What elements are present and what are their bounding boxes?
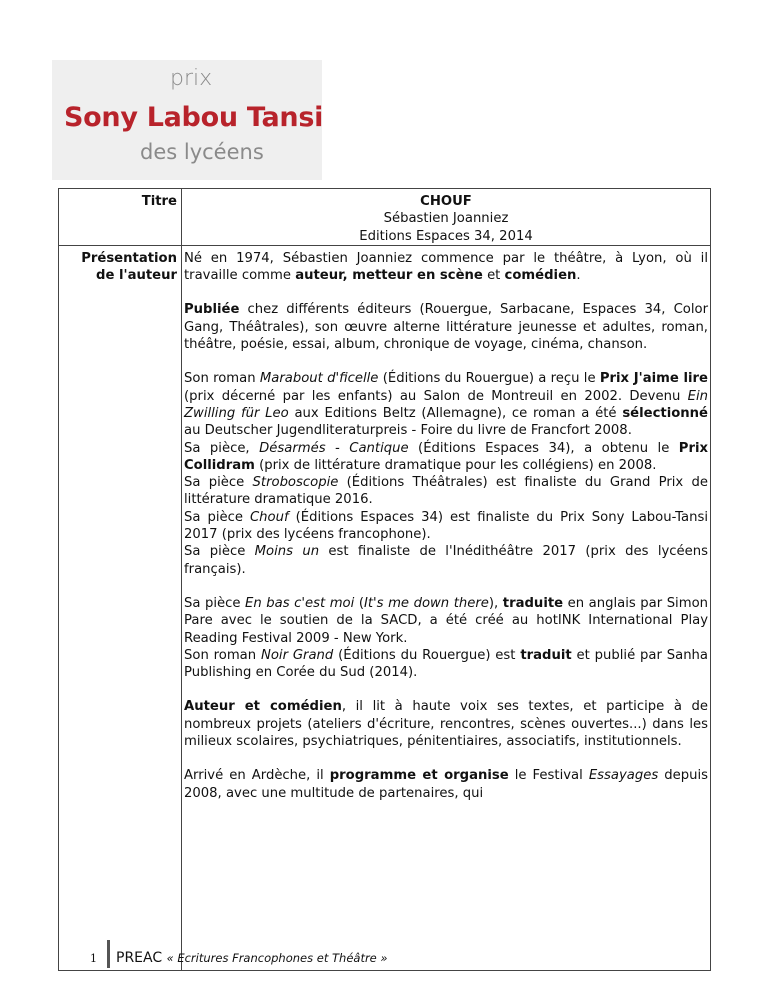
logo-lyceens-text: des lycéens [140,140,264,164]
footer-divider [107,940,110,968]
logo-brand-text: Sony Labou Tansi [64,102,324,133]
book-title: CHOUF [420,194,472,209]
para-4: Sa pièce, Désarmés - Cantique (Éditions Espaces 34), a obtenu le Prix Collidram (prix de littérature dramatique pour les collégiens) en 2008. [184,440,708,473]
para-1: Né en 1974, Sébastien Joanniez commence par le théâtre, à Lyon, où il travaille comme auteur, metteur en scène et comédien. [184,250,708,284]
label-auteur: Présentation de l'auteur [59,245,182,970]
para-7: Sa pièce Moins un est finaliste de l'Inédithéâtre 2017 (prix des lycéens français). [184,544,708,577]
prix-logo [52,60,322,180]
para-11: Arrivé en Ardèche, il programme et organise le Festival Essayages depuis 2008, avec une multitude de partenaires, qui [184,768,708,801]
author-presentation [182,245,711,970]
logo-prix-text: prix [170,66,213,91]
book-author: Sébastien Joanniez [383,211,509,227]
footer-text: PREAC « Ecritures Francophones et Théâtre » [116,950,388,966]
title-cell [182,189,711,246]
para-2: Publiée chez différents éditeurs (Rouergue, Sarbacane, Espaces 34, Color Gang, Théâtrales), son œuvre alterne littérature jeunesse et adultes, roman, théâtre, poésie, essai, album, chronique de voyage, cinéma, chanson. [184,302,708,353]
book-publisher: Editions Espaces 34, 2014 [359,228,533,244]
para-10: Auteur et comédien, il lit à haute voix ses textes, et participe à de nombreux projets (ateliers d'écriture, rencontres, scènes ouvertes...) dans les milieux scolaires, psychiatriques, pénitentiaires, associatifs, institutionnels. [184,699,708,750]
para-9: Son roman Noir Grand (Éditions du Rouergue) est traduit et publié par Sanha Publishing en Corée du Sud (2014). [184,647,708,681]
info-table [58,188,711,971]
para-8: Sa pièce En bas c'est moi (It's me down there), traduite en anglais par Simon Pare avec le soutien de la SACD, a été créé au hotINK International Play Reading Festival 2009 - New York. [184,595,708,646]
para-3: Son roman Marabout d'ficelle (Éditions du Rouergue) a reçu le Prix J'aime lire (prix décerné par les enfants) au Salon de Montreuil en 2002. Devenu Ein Zwilling für Leo aux Editions Beltz (Allemagne), ce roman a été sélectionné au Deutscher Jugendliteraturpreis - Foire du livre de Francfort 2008. [184,371,708,439]
row-auteur [59,245,711,970]
page-number: 1 [90,952,97,965]
para-5: Sa pièce Stroboscopie (Éditions Théâtrales) est finaliste du Grand Prix de littérature dramatique 2016. [184,475,708,508]
para-6: Sa pièce Chouf (Éditions Espaces 34) est finaliste du Prix Sony Labou-Tansi 2017 (prix des lycéens francophone). [184,509,708,543]
label-titre: Titre [59,189,182,246]
row-titre [59,189,711,246]
